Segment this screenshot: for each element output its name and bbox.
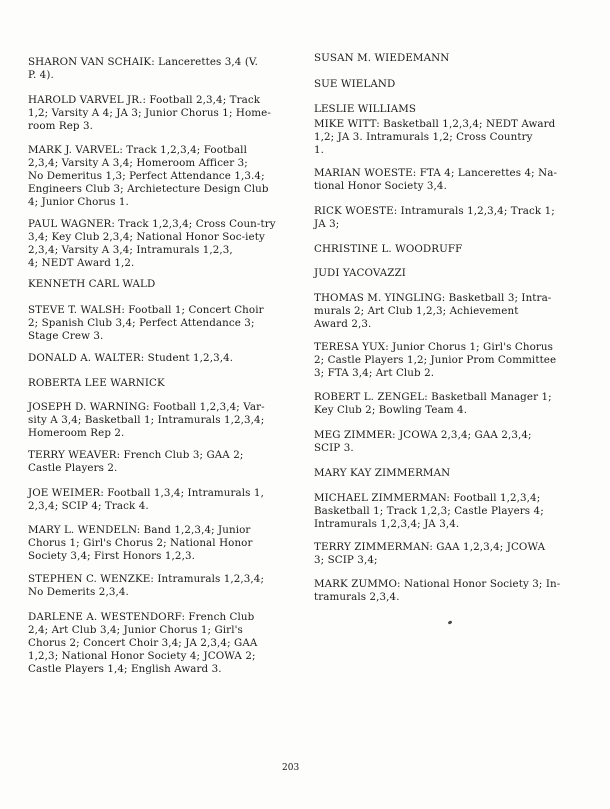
senior-entry [314, 391, 576, 417]
entry-line: TERESA YUX: Junior Chorus 1; Girl's Chorus [314, 341, 554, 353]
entry-line: No Demerits 2,3,4. [28, 586, 129, 599]
entry-line: Homeroom Rep 2. [28, 427, 125, 440]
entry-line: 2; Castle Players 1,2; Junior Prom Committee [314, 354, 557, 367]
entry-line: Society 3,4; First Honors 1,2,3. [28, 550, 195, 563]
entry-line: TERRY ZIMMERMAN: GAA 1,2,3,4; JCOWA [314, 541, 546, 553]
entry-line: 2; Spanish Club 3,4; Perfect Attendance 3; [28, 317, 255, 330]
entry-line: ROBERT L. ZENGEL: Basketball Manager 1; [314, 391, 552, 403]
entry-line: HAROLD VARVEL JR.: Football 2,3,4; Track [28, 94, 261, 106]
entry-line: SCIP 3. [314, 442, 354, 455]
entry-line: Chorus 1; Girl's Chorus 2; National Honor [28, 537, 253, 550]
entry-line: JOSEPH D. WARNING: Football 1,2,3,4; Var- [28, 401, 265, 413]
senior-entry [314, 267, 576, 280]
entry-line: SHARON VAN SCHAIK: Lancerettes 3,4 (V. [28, 56, 259, 68]
senior-entry [314, 243, 576, 256]
entry-line: 2,3,4; Varsity A 3,4; Homeroom Afficer 3; [28, 157, 248, 170]
senior-entry [28, 94, 288, 133]
senior-entry [28, 56, 288, 82]
senior-entry [314, 467, 576, 480]
entry-line: No Demeritus 1,3; Perfect Attendance 1,3.4; [28, 170, 265, 183]
entry-line: 2,3,4; Varsity A 3,4; Intramurals 1,2,3, [28, 244, 233, 257]
senior-entry [28, 401, 288, 440]
entry-line: Castle Players 2. [28, 462, 118, 475]
entry-line: 3,4; Key Club 2,3,4; National Honor Soc-iety [28, 231, 265, 244]
senior-entry [28, 487, 288, 513]
ink-speck [448, 620, 453, 625]
entry-line: PAUL WAGNER: Track 1,2,3,4; Cross Coun-try [28, 218, 276, 230]
entry-line: tional Honor Society 3,4. [314, 180, 447, 193]
entry-line: 2,3,4; SCIP 4; Track 4. [28, 500, 149, 513]
entry-line: 1. [314, 144, 325, 157]
entry-line: MIKE WITT: Basketball 1,2,3,4; NEDT Award [314, 118, 556, 130]
senior-entry [314, 52, 576, 65]
entry-line: TERRY WEAVER: French Club 3; GAA 2; [28, 449, 244, 461]
senior-entry [28, 218, 288, 270]
entry-line: Key Club 2; Bowling Team 4. [314, 404, 468, 417]
entry-line: MICHAEL ZIMMERMAN: Football 1,2,3,4; [314, 492, 541, 504]
senior-entry [28, 524, 288, 563]
senior-entry [314, 103, 576, 116]
entry-line: MARK J. VARVEL: Track 1,2,3,4; Football [28, 144, 247, 156]
entry-line: Engineers Club 3; Archietecture Design Club [28, 183, 269, 196]
senior-entry [28, 449, 288, 475]
entry-line: room Rep 3. [28, 120, 93, 133]
senior-entry [314, 292, 576, 331]
entry-line: STEVE T. WALSH: Football 1; Concert Choir [28, 304, 264, 316]
senior-entry [314, 578, 576, 604]
senior-entry [314, 167, 576, 193]
entry-line: Award 2,3. [314, 318, 372, 331]
entry-line: MARIAN WOESTE: FTA 4; Lancerettes 4; Na- [314, 167, 558, 179]
entry-line: SUSAN M. WIEDEMANN [314, 52, 450, 64]
senior-entry [28, 573, 288, 599]
entry-line: THOMAS M. YINGLING: Basketball 3; Intra- [314, 292, 552, 304]
entry-line: 3; SCIP 3,4; [314, 554, 378, 567]
entry-line: CHRISTINE L. WOODRUFF [314, 243, 463, 255]
entry-line: MARY L. WENDELN: Band 1,2,3,4; Junior [28, 524, 251, 536]
entry-line: MARK ZUMMO: National Honor Society 3; In- [314, 578, 561, 590]
entry-line: 2,4; Art Club 3,4; Junior Chorus 1; Girl's [28, 624, 243, 637]
page-number: 203 [282, 763, 300, 773]
senior-entry [314, 429, 576, 455]
entry-line: 1,2,3; National Honor Society 4; JCOWA 2; [28, 650, 256, 663]
senior-entry [314, 492, 576, 531]
entry-line: ROBERTA LEE WARNICK [28, 377, 165, 389]
entry-line: Basketball 1; Track 1,2,3; Castle Players 4; [314, 505, 544, 518]
senior-entry [314, 205, 576, 231]
senior-entry [28, 611, 288, 676]
senior-entry [28, 278, 288, 291]
entry-line: JOE WEIMER: Football 1,3,4; Intramurals 1, [28, 487, 264, 499]
entry-line: P. 4). [28, 69, 54, 82]
entry-line: DARLENE A. WESTENDORF: French Club [28, 611, 255, 623]
entry-line: KENNETH CARL WALD [28, 278, 156, 290]
entry-line: 1,2; JA 3. Intramurals 1,2; Cross Country [314, 131, 533, 144]
entry-line: JA 3; [314, 218, 340, 231]
entry-line: MARY KAY ZIMMERMAN [314, 467, 451, 479]
entry-line: MEG ZIMMER: JCOWA 2,3,4; GAA 2,3,4; [314, 429, 532, 441]
entry-line: tramurals 2,3,4. [314, 591, 400, 604]
entry-line: SUE WIELAND [314, 78, 396, 90]
entry-line: 4; Junior Chorus 1. [28, 196, 129, 209]
entry-line: RICK WOESTE: Intramurals 1,2,3,4; Track 1; [314, 205, 555, 217]
entry-line: Intramurals 1,2,3,4; JA 3,4. [314, 518, 460, 531]
senior-entry [314, 118, 576, 157]
entry-line: JUDI YACOVAZZI [314, 267, 406, 279]
entry-line: 4; NEDT Award 1,2. [28, 257, 135, 270]
senior-entry [28, 144, 288, 209]
entry-line: Stage Crew 3. [28, 330, 104, 343]
senior-entry [314, 541, 576, 567]
entry-line: Castle Players 1,4; English Award 3. [28, 663, 222, 676]
entry-line: 3; FTA 3,4; Art Club 2. [314, 367, 435, 380]
senior-entry [314, 341, 576, 380]
entry-line: STEPHEN C. WENZKE: Intramurals 1,2,3,4; [28, 573, 265, 585]
entry-line: murals 2; Art Club 1,2,3; Achievement [314, 305, 519, 318]
senior-entry [28, 352, 288, 365]
entry-line: 1,2; Varsity A 4; JA 3; Junior Chorus 1; Home- [28, 107, 271, 120]
entry-line: Chorus 2; Concert Choir 3,4; JA 2,3,4; GAA [28, 637, 258, 650]
entry-line: DONALD A. WALTER: Student 1,2,3,4. [28, 352, 234, 364]
senior-entry [28, 377, 288, 390]
entry-line: LESLIE WILLIAMS [314, 103, 417, 115]
senior-entry [28, 304, 288, 343]
entry-line: sity A 3,4; Basketball 1; Intramurals 1,2,3,4; [28, 414, 265, 427]
senior-entry [314, 78, 576, 91]
